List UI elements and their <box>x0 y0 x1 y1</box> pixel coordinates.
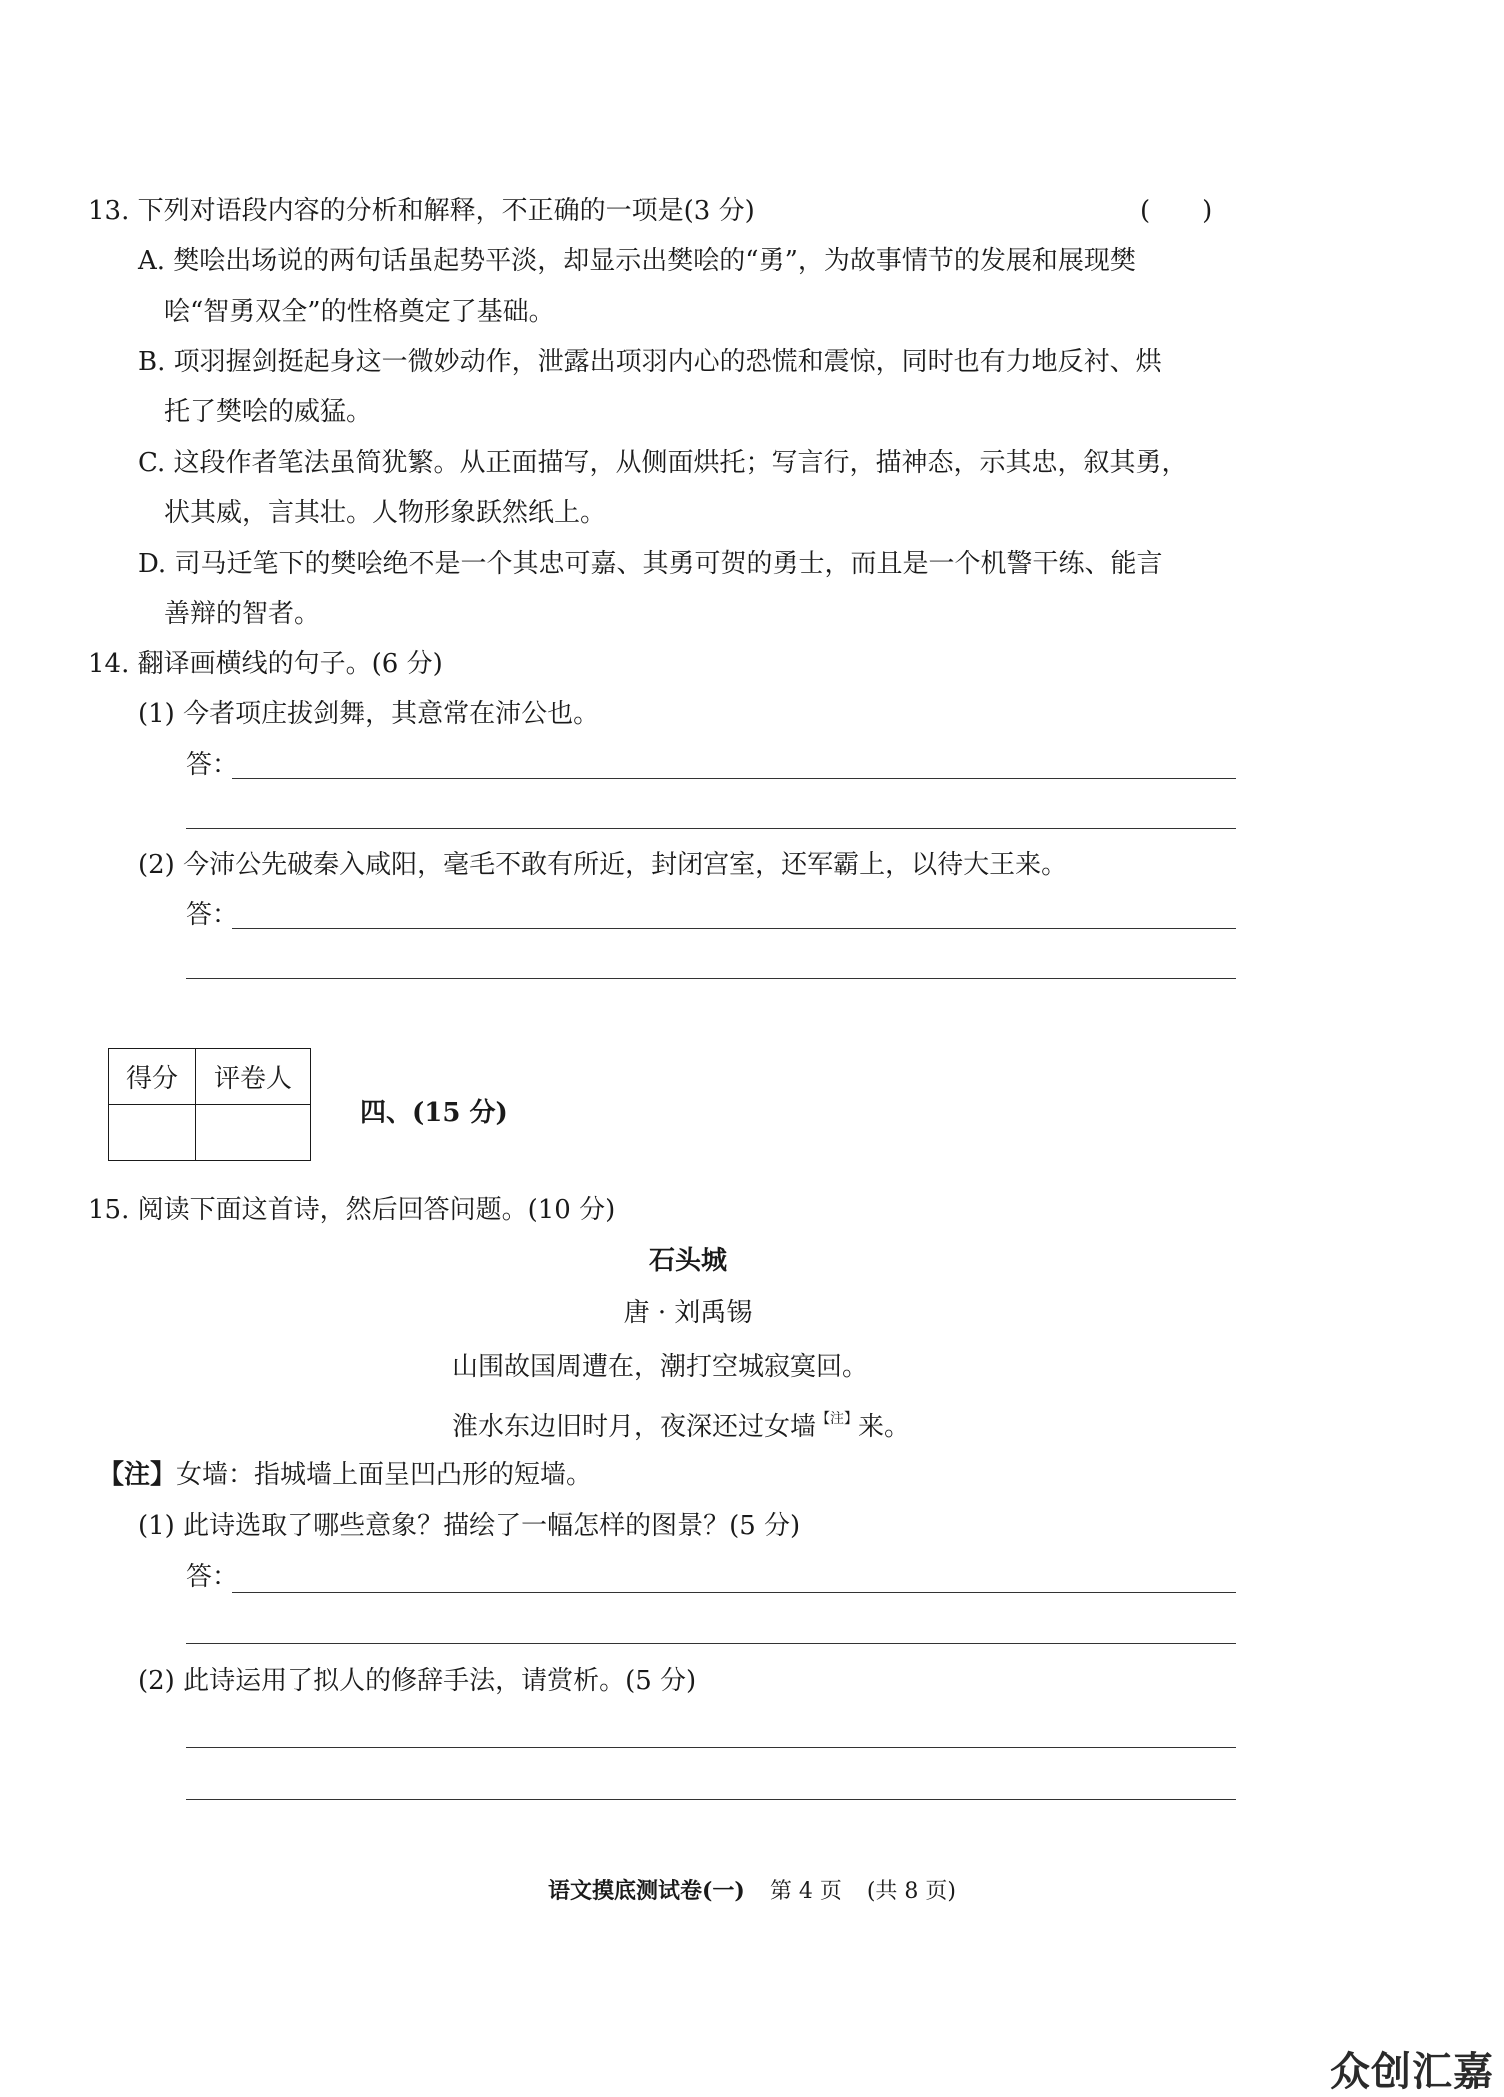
poem-author: 唐 · 刘禹锡 <box>623 1298 753 1328</box>
q14-sub2: (2) 今沛公先破秦入咸阳，毫毛不敢有所近，封闭宫室，还军霸上，以待大王来。 <box>138 850 1068 880</box>
footer-page-number: 第 4 页 <box>769 1879 842 1904</box>
q14-sub2-answer-line-1[interactable] <box>232 928 1236 929</box>
q13-option-c-line1: C. 这段作者笔法虽简犹繁。从正面描写，从侧面烘托；写言行，描神态，示其忠，叙其勇， <box>138 448 1188 478</box>
watermark-logo: 众创汇嘉 <box>1330 2049 1494 2095</box>
q13-answer-paren: ( ) <box>1140 196 1213 226</box>
q13-option-c-line2: 状其威，言其壮。人物形象跃然纸上。 <box>164 498 607 528</box>
q14-sub2-answer-label: 答： <box>186 900 239 930</box>
q15-sub1: (1) 此诗选取了哪些意象？描绘了一幅怎样的图景？(5 分) <box>138 1511 801 1541</box>
grader-header: 评卷人 <box>196 1049 311 1105</box>
q15-sub1-answer-line-2[interactable] <box>186 1643 1236 1644</box>
page-footer <box>0 1876 1504 1907</box>
q15-sub2-answer-line-2[interactable] <box>186 1799 1236 1800</box>
score-header: 得分 <box>109 1049 196 1105</box>
footer-exam-name: 语文摸底测试卷(一) <box>548 1878 745 1904</box>
q15-stem: 15. 阅读下面这首诗，然后回答问题。(10 分) <box>88 1195 616 1225</box>
poem-title: 石头城 <box>648 1246 727 1276</box>
poem-line-2-text: 淮水东边旧时月，夜深还过女墙 <box>452 1412 817 1442</box>
q15-sub2: (2) 此诗运用了拟人的修辞手法，请赏析。(5 分) <box>138 1666 697 1696</box>
poem-note-label: 【注】 <box>98 1460 177 1490</box>
footer-total-pages: (共 8 页) <box>866 1879 956 1904</box>
q15-sub1-answer-label: 答： <box>186 1562 239 1592</box>
q14-sub2-answer-line-2[interactable] <box>186 978 1236 979</box>
q14-stem: 14. 翻译画横线的句子。(6 分) <box>88 649 443 679</box>
score-cell[interactable] <box>109 1105 196 1161</box>
q14-sub1-answer-line-2[interactable] <box>186 828 1236 829</box>
q13-option-a-line2: 哙“智勇双全”的性格奠定了基础。 <box>164 297 555 327</box>
poem-note <box>98 1458 592 1492</box>
q13-option-d-line1: D. 司马迁笔下的樊哙绝不是一个其忠可嘉、其勇可贺的勇士，而且是一个机警干练、能言 <box>138 549 1163 579</box>
q13-option-a-line1: A. 樊哙出场说的两句话虽起势平淡，却显示出樊哙的“勇”，为故事情节的发展和展现樊 <box>138 246 1136 276</box>
q13-stem: 13. 下列对语段内容的分析和解释，不正确的一项是(3 分) <box>88 196 755 226</box>
poem-line-2 <box>452 1402 910 1444</box>
q15-sub1-answer-line-1[interactable] <box>232 1592 1236 1593</box>
grader-cell[interactable] <box>196 1105 311 1161</box>
q14-sub1-answer-label: 答： <box>186 750 239 780</box>
q13-option-b-line2: 托了樊哙的威猛。 <box>164 397 373 427</box>
q13-option-b-line1: B. 项羽握剑挺起身这一微妙动作，泄露出项羽内心的恐慌和震惊，同时也有力地反衬、烘 <box>138 347 1162 377</box>
poem-note-marker: 【注】 <box>816 1411 859 1427</box>
poem-line-2-end: 来。 <box>858 1412 911 1442</box>
q14-sub1-answer-line-1[interactable] <box>232 778 1236 779</box>
poem-line-1: 山围故国周遭在，潮打空城寂寞回。 <box>452 1352 869 1382</box>
section-4-title: 四、(15 分) <box>360 1098 508 1128</box>
poem-note-text: 女墙：指城墙上面呈凹凸形的短墙。 <box>176 1460 593 1490</box>
q15-sub2-answer-line-1[interactable] <box>186 1747 1236 1748</box>
q13-option-d-line2: 善辩的智者。 <box>164 599 321 629</box>
q14-sub1: (1) 今者项庄拔剑舞，其意常在沛公也。 <box>138 699 600 729</box>
score-box <box>108 1048 311 1161</box>
